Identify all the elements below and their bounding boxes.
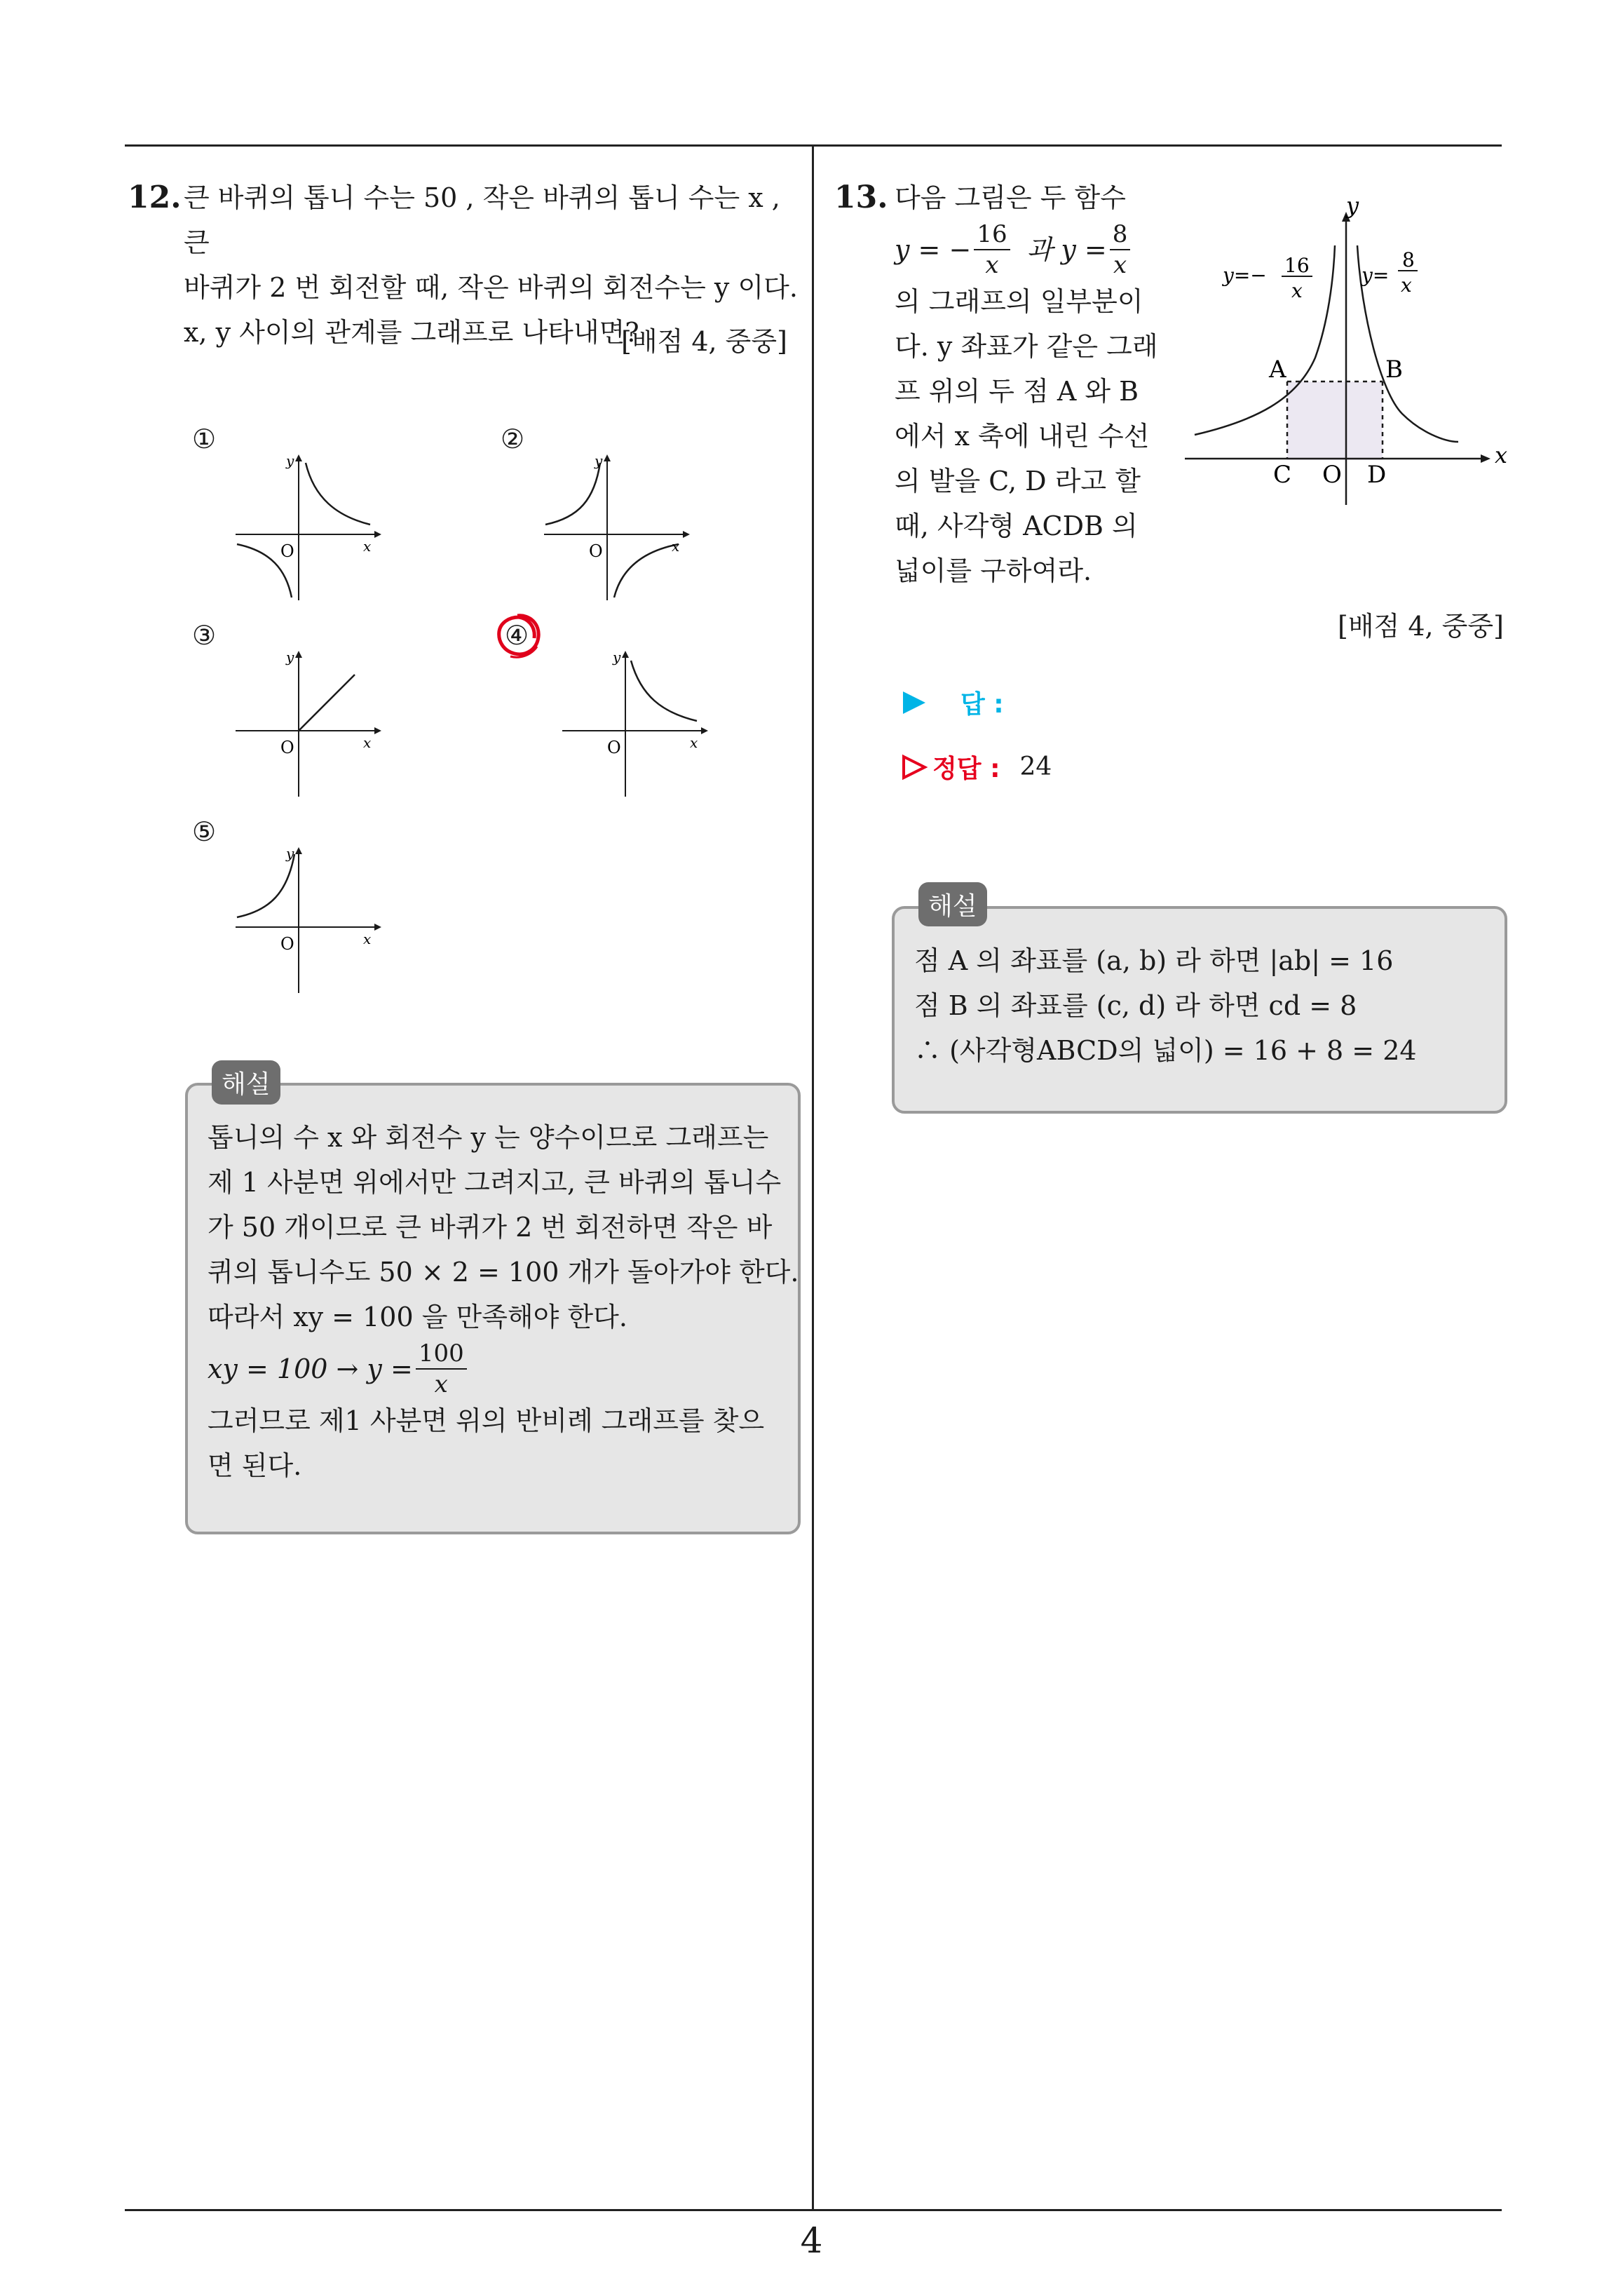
q12-line-2: 바퀴가 2 번 회전할 때, 작은 바퀴의 회전수는 y 이다. [184,272,798,303]
selected-answer-circle [489,607,545,663]
q13-solution-line-1: 점 A 의 좌표를 (a, b) 라 하면 |ab| = 16 [914,945,1394,976]
q12-formula-den: x [434,1370,448,1398]
origin-label: O [280,738,294,757]
curve-left-label-num: 16 [1284,254,1310,277]
q12-option-5-label[interactable]: ⑤ [192,816,217,847]
correct-answer-label: 정답 : [932,755,1000,783]
q12-solution-line-4: 퀴의 톱니수도 50 × 2 = 100 개가 돌아가야 한다. [208,1257,799,1288]
x-axis-label: x [363,538,372,555]
curve-left-label-den: x [1291,279,1303,302]
curve-left-label-prefix: y=− [1223,264,1267,287]
q13-axis-x-label: x [1495,442,1508,468]
q12-option-5-graph[interactable] [231,842,386,996]
point-a-label: A [1269,356,1286,384]
q12-option-4-graph[interactable] [558,645,712,799]
q13-solution-line-3: ∴ (사각형ABCD의 넓이) = 16 + 8 = 24 [914,1035,1417,1066]
y-axis-label: y [613,649,621,666]
y-axis-label: y [286,452,294,469]
q12-solution-line-6: 그러므로 제1 사분면 위의 반비례 그래프를 찾으 [208,1405,765,1436]
q13-f2-num: 8 [1110,222,1131,250]
q13-line-7: 때, 사각형 ACDB 의 [895,511,1138,541]
q12-solution-text [208,1115,799,1488]
q13-f2-den: x [1113,251,1127,279]
q13-score-meta: [배점 4, 중중] [1338,611,1504,642]
q13-f1-num: 16 [974,222,1010,250]
q13-axis-y-label: y [1346,196,1359,219]
origin-label: O [607,738,621,757]
curve-right-label-num: 8 [1402,248,1415,271]
q12-score-meta: [배점 4, 중중] [621,326,787,357]
q12-formula-fraction [416,1339,467,1398]
curve-right-label-den: x [1401,274,1412,297]
q13-f-mid: 과 y = [1026,234,1107,265]
q12-solution-tag: 해설 [212,1060,280,1105]
q12-solution-formula [208,1339,782,1398]
curve-right-label-prefix: y= [1361,264,1390,287]
q13-functions [895,220,1161,279]
q12-option-2-graph[interactable] [540,449,694,603]
q13-figure [1178,196,1514,505]
q13-line-2: 의 그래프의 일부분이 [895,286,1143,317]
q13-f1-left: y = − [895,234,972,265]
x-axis-label: x [690,734,698,751]
q13-line-3: 다. y 좌표가 같은 그래 [895,331,1158,362]
q13-line-4: 프 위의 두 점 A 와 B [895,376,1139,407]
y-axis-label: y [286,845,294,862]
x-axis-label: x [363,931,372,947]
q12-line-3: x, y 사이의 관계를 그래프로 나타내면? [184,317,639,348]
point-c-label: C [1273,461,1292,489]
q12-option-1-label[interactable]: ① [192,424,217,454]
x-axis-label: x [672,538,680,555]
q13-line-6: 의 발을 C, D 라고 할 [895,466,1141,497]
answer-label: 답 : [960,690,1004,719]
q12-solution-line-5: 따라서 xy = 100 을 만족해야 한다. [208,1302,627,1332]
point-d-label: D [1367,461,1387,489]
origin-label: O [280,934,294,954]
q12-option-2-label[interactable]: ② [501,424,525,454]
bottom-rule [125,2209,1502,2211]
q13-line-5: 에서 x 축에 내린 수선 [895,421,1150,452]
q13-solution-line-2: 점 B 의 좌표를 (c, d) 라 하면 cd = 8 [914,990,1357,1021]
q13-f1-fraction [974,222,1010,277]
q13-f2-fraction [1110,222,1131,277]
origin-label: O [1322,461,1342,489]
q13-solution-tag: 해설 [918,882,987,926]
q12-solution-line-1: 톱니의 수 x 와 회전수 y 는 양수이므로 그래프는 [208,1122,769,1153]
q12-solution-line-7: 면 된다. [208,1450,302,1481]
q12-option-4-label[interactable]: ④ [505,620,529,651]
q13-number: 13. [834,180,888,215]
q12-solution-line-2: 제 1 사분면 위에서만 그려지고, 큰 바퀴의 톱니수 [208,1167,782,1198]
q13-line-8: 넓이를 구하여라. [895,555,1092,586]
y-axis-label: y [286,649,294,666]
q13-text [895,175,1161,593]
q12-formula-left: xy = 100 → y = [208,1353,413,1384]
q13-solution-text [914,938,1489,1073]
answer-play-icon [900,689,928,717]
rectangle-acdb [1287,381,1383,460]
page-number: 4 [800,2220,823,2261]
origin-label: O [280,541,294,561]
answer-row [900,684,1004,720]
y-axis-label: y [595,452,603,469]
q12-line-1: 큰 바퀴의 톱니 수는 50 , 작은 바퀴의 톱니 수는 x , 큰 [184,182,780,258]
q13-f1-den: x [985,251,999,279]
correct-answer-row [900,749,1052,785]
q12-option-3-graph[interactable] [231,645,386,799]
q13-line-1: 다음 그림은 두 함수 [895,182,1126,213]
q12-solution-line-3: 가 50 개이므로 큰 바퀴가 2 번 회전하면 작은 바 [208,1212,773,1243]
q12-option-3-label[interactable]: ③ [192,620,217,651]
correct-play-outline-icon [900,753,928,781]
correct-answer-value: 24 [1019,752,1052,781]
origin-label: O [589,541,603,561]
q12-number: 12. [128,180,182,215]
column-divider [812,144,814,2210]
q12-formula-num: 100 [416,1342,467,1370]
point-b-label: B [1385,356,1403,384]
q12-option-1-graph[interactable] [231,449,386,603]
x-axis-label: x [363,734,372,751]
